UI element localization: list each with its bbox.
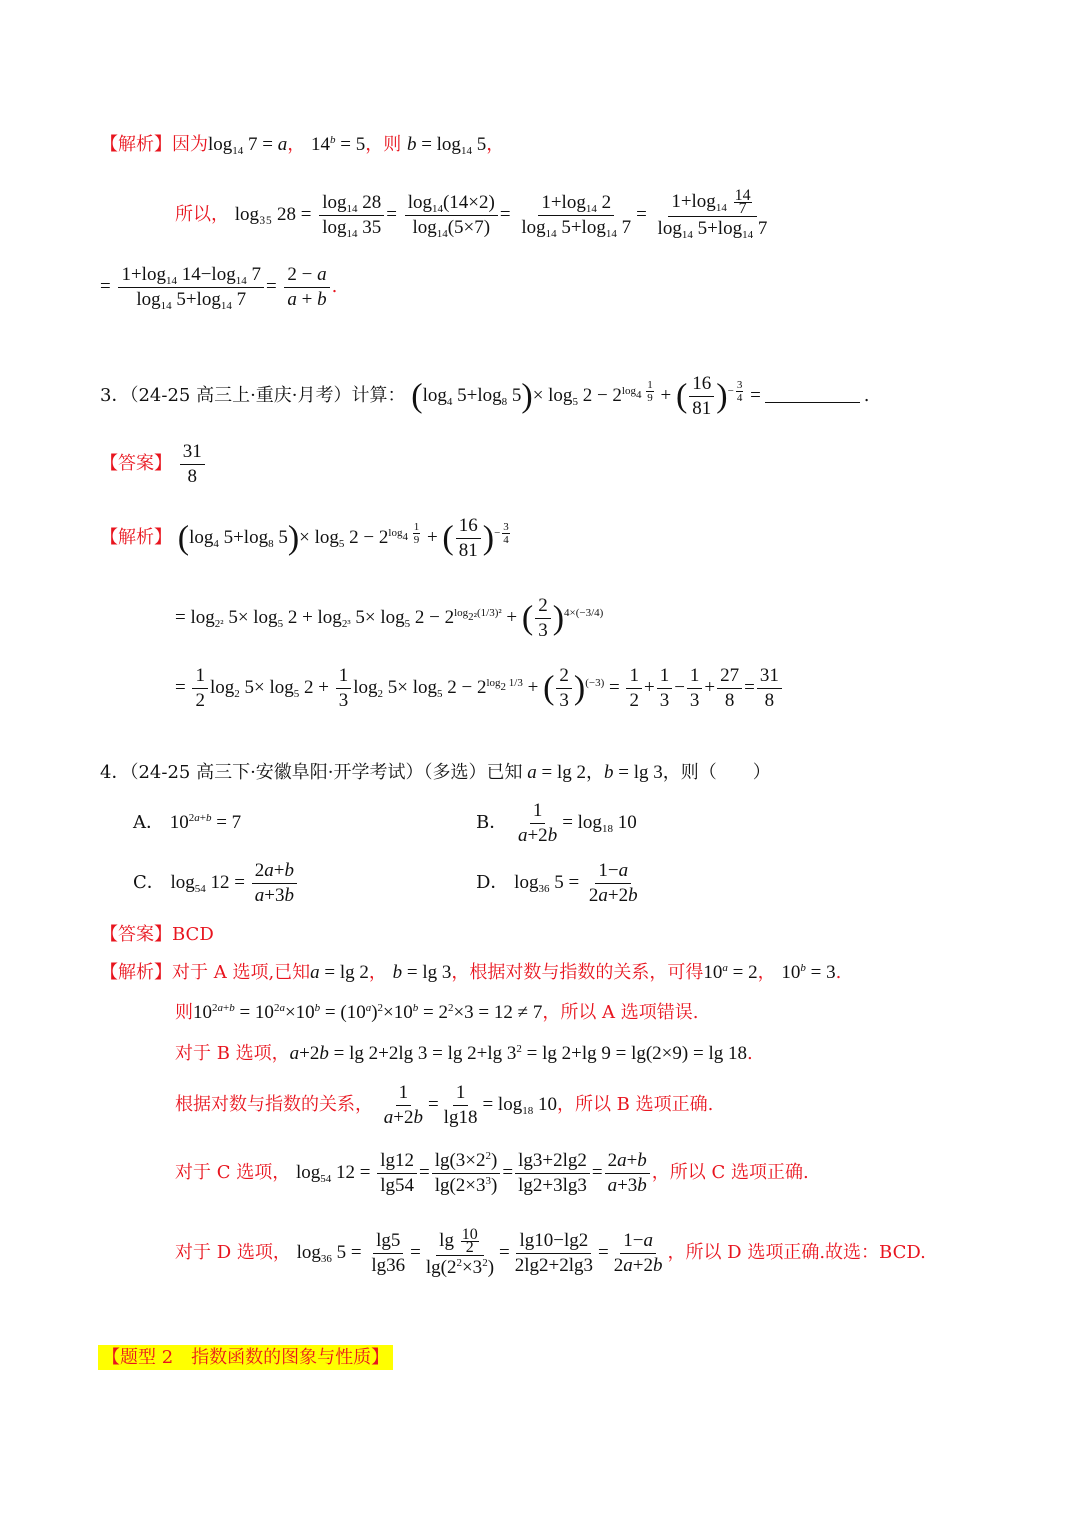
d-conclusion: ，所以 D 选项正确.故选：BCD. — [667, 1242, 926, 1263]
q2-given-line: 【解析】因为$\log_{14} 7 = a$， $14^b = 5$，则 $b = \log_{14} 5$， — [100, 134, 505, 157]
b-intro: 对于 B 选项， — [175, 1043, 290, 1064]
answer-tag: 【答案】 — [100, 924, 172, 945]
section-title: 【题型 2 指数函数的图象与性质】 — [98, 1345, 393, 1370]
answer-tag: 【答案】 — [100, 453, 172, 474]
q4-answer — [100, 922, 214, 948]
a-intro: 对于 A 选项,已知 — [172, 962, 311, 983]
c-conclusion: ，所以 C 选项正确. — [651, 1162, 809, 1183]
q4-analysis-a-1: 【解析】对于 A 选项,已知a = lg 2， b = lg 3，根据对数与指数的关系，可得$10^a = 2$， $10^b = 3$. — [100, 962, 842, 983]
b-conclusion: ，所以 B 选项正确. — [556, 1094, 714, 1115]
q4-analysis-c: 对于 C 选项， $\log_{54} 12$ = $\frac{\lg 12}{\lg 54}$ = $\frac{\lg(3\times 2^2)}{\lg(2\times 3^3)}$ = $\frac{\lg 3+2\lg 2}{\lg 2+3\lg 3}$ = $\frac{2a+b}{a+3b}$ ，所以 C 选项正确. — [175, 1150, 809, 1197]
option-d[interactable]: D． $\log_{36} 5$ = $\frac{1-a}{2a+2b}$ — [476, 860, 638, 907]
q4-analysis-b-1: 对于 B 选项，a+2b = lg 2+2lg 3 = lg 2+lg $3^2 = \lg 2+\lg$ 9 = lg(2×9) = lg 18. — [175, 1043, 753, 1064]
a-relation: ，根据对数与指数的关系，可得 — [451, 962, 704, 983]
section-heading — [98, 1345, 393, 1371]
q3-analysis-line-1: 【解析】 ($\log_4$ $5+\log_8$ $5)\times \log_5 2 - 2^{log_4 \frac{1}{9}}$ + ( $\frac{16}{81}$ )$^{- \frac{3}{4}}$ — [100, 515, 509, 562]
answer-blank — [765, 402, 860, 403]
b-relation: 根据对数与指数的关系， — [175, 1094, 373, 1115]
analysis-tag: 【解析】 — [100, 134, 172, 155]
answer-value: BCD — [172, 924, 214, 945]
so-label: 所以， — [175, 204, 229, 225]
option-b-label: B． — [476, 812, 508, 833]
q4-analysis-a-2: 则$10^{2a+b} = 10^{2a}\times 10^b = (10^a)^2\times 10^b = 2^2\times 3 = 12 \ne 7$，所以 A 选项错误. — [175, 1002, 699, 1023]
q4-analysis-b-2: 根据对数与指数的关系， $\frac{1}{a+2b}$ = $\frac{1}{\lg 18}$ = $\log_{18} 10$，所以 B 选项正确. — [175, 1082, 714, 1129]
derivation-lhs: log₃₅ 28 = — [234, 204, 312, 225]
answer-denominator: 8 — [187, 465, 197, 487]
answer-numerator: 31 — [180, 441, 205, 465]
q3-number: 3． — [100, 385, 130, 406]
option-b[interactable]: B． $\frac{1}{a+2b}$ = $\log_{18} 10$ — [476, 800, 637, 847]
q4-question: 4．（24-25 高三下·安徽阜阳·开学考试）（多选）已知 a = lg 2，b = lg 3，则（ ） — [100, 762, 771, 783]
analysis-tag: 【解析】 — [100, 962, 172, 983]
q2-derivation-1: 所以， log₃₅ 28 = $\frac{\log_{14} 28}{\log_{14} 35}$ = $\frac{\log_{14}(14\times 2)}{\log_{14}(5\times 7)}$ = $\frac{1+\log_{14} 2}{\log_{14} 5+\log_{14} 7}$ = $1+\log_{14}$ $\frac{14}{7}$ $\log_{14} 5+\log_{14}$ 7 — [175, 187, 768, 241]
analysis-tag: 【解析】 — [100, 527, 172, 548]
q3-analysis-line-3: = $\frac{1}{2}$ $\log_2 5\times \log_5 2$ + $\frac{1}{3}$ $\log_2 5\times \log_5 2 - 2^{log_2 1/3}$ + ( $\frac{2}{3}$ )$^{(-3)}$ = $\frac{1}{2}$ + $\frac{1}{3}$ − $\frac{1}{3}$ + $\frac{27}{8}$ = $\frac{31}{8}$ — [175, 660, 784, 716]
q2-derivation-2: = $\frac{1+\log_{14} 14-\log_{14} 7}{\log_{14} 5+\log_{14} 7}$ = $\frac{2 - a}{a + b}$ . — [100, 263, 338, 312]
a-then: 则 — [175, 1002, 193, 1023]
q4-analysis-d: 对于 D 选项， $\log_{36} 5$ = $\frac{\lg 5}{\lg 36}$ = lg $\frac{10}{2}$ $\lg(2^2\times 3^2)$ = $\frac{\lg 10-\lg 2}{2\lg 2+2\lg 3}$ = $\frac{1-a}{2a+2b}$ ，所以 D 选项正确.故选：BCD. — [175, 1225, 926, 1278]
c-intro: 对于 C 选项， — [175, 1162, 291, 1183]
q3-analysis-line-2: = $\log_{2^2} 5\times \log_5 2 + \log_{2^3} 5\times \log_5 2 - 2^{log_{2^2}(1/3)^2}$ + ( $\frac{2}{3}$ )$^{4\times(-3/4)}$ — [175, 595, 604, 642]
option-c-label: C． — [133, 872, 165, 893]
q4-number: 4． — [100, 762, 130, 783]
option-d-label: D． — [476, 872, 509, 893]
q4-source: （24-25 高三下·安徽阜阳·开学考试）（多选）已知 — [129, 762, 523, 783]
q3-answer — [100, 440, 207, 488]
option-a[interactable]: A． $10^{2a+b} = 7$ — [133, 812, 242, 833]
a-conclusion: ，所以 A 选项错误. — [542, 1002, 699, 1023]
d-intro: 对于 D 选项， — [175, 1242, 291, 1263]
option-c[interactable]: C． $\log_{54} 12$ = $\frac{2a+b}{a+3b}$ — [133, 860, 299, 907]
option-a-label: A． — [133, 812, 164, 833]
q3-question: 3．（24-25 高三上·重庆·月考）计算： ($\log_4$ $5+\log_8$ $5)\times \log_5 2 - 2^{log_4 \frac{1}{9}}$ + ( $\frac{16}{81}$ )$^{- \frac{3}{4}}$ = . — [100, 373, 870, 420]
intro-text: 因为 — [172, 134, 208, 155]
q3-source: （24-25 高三上·重庆·月考）计算： — [129, 385, 406, 406]
